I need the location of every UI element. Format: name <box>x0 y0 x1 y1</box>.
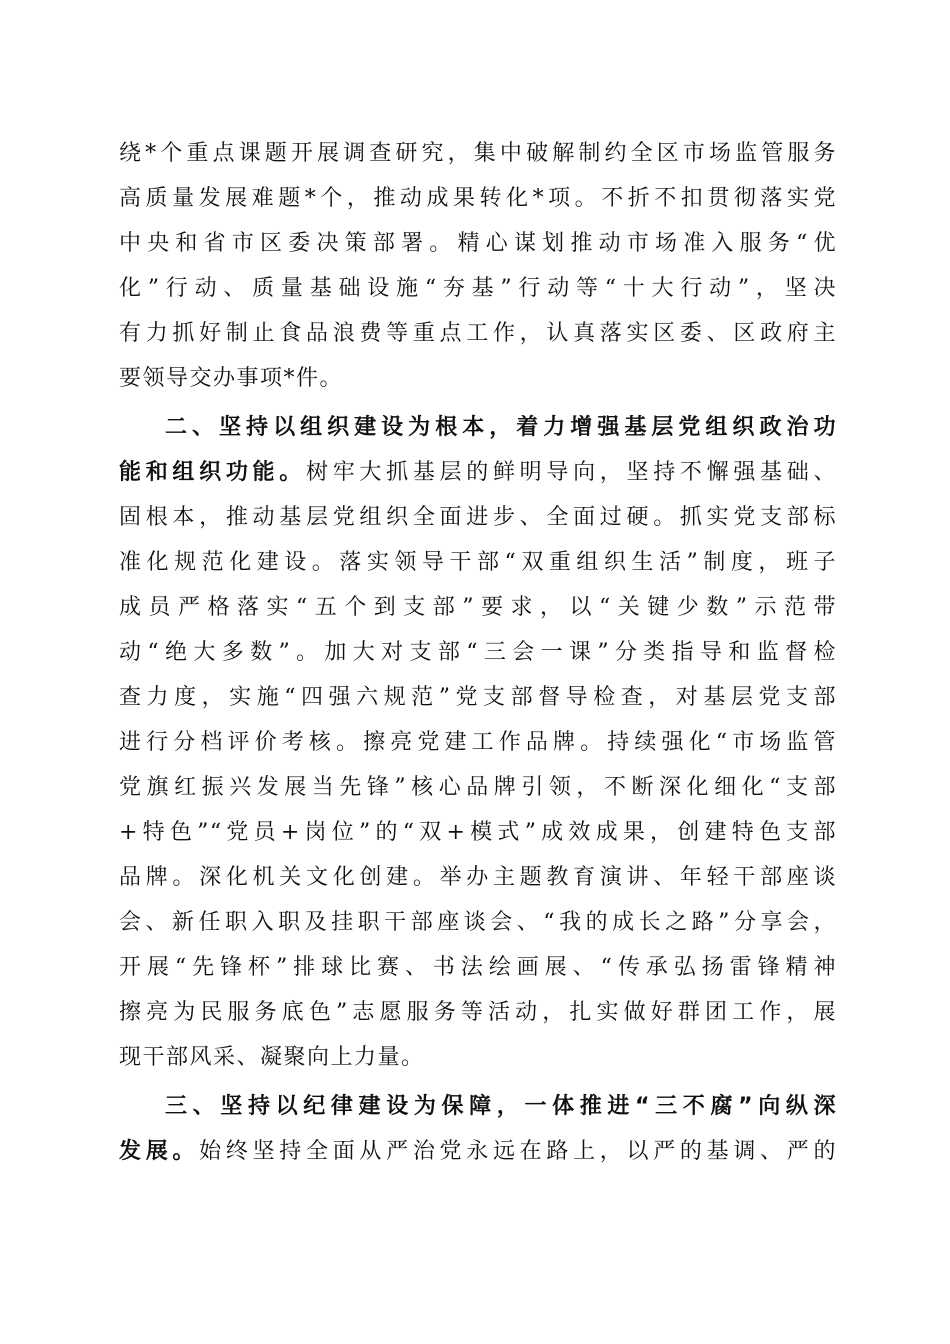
text-line: 绕*个重点课题开展调查研究，集中破解制约全区市场监管服务 <box>119 141 837 166</box>
document-body <box>119 131 837 1174</box>
text-line: 查力度，实施“四强六规范”党支部督导检查，对基层党支部 <box>119 685 837 710</box>
section-heading-3-tail: 发展。 <box>119 1139 200 1164</box>
text-line: 中央和省市区委决策部署。精心谋划推动市场准入服务“优 <box>119 231 837 256</box>
text-line: +特色”“党员+岗位”的“双+模式”成效成果，创建特色支部 <box>119 820 837 845</box>
section-heading-3: 三、坚持以纪律建设为保障，一体推进“三不腐”向纵深 <box>165 1094 837 1119</box>
text-line: 动“绝大多数”。加大对支部“三会一课”分类指导和监督检 <box>119 640 837 665</box>
text-line: 擦亮为民服务底色”志愿服务等活动，扎实做好群团工作，展 <box>119 1000 837 1025</box>
text-line: 成员严格落实“五个到支部”要求，以“关键少数”示范带 <box>119 595 837 620</box>
text-line: 进行分档评价考核。擦亮党建工作品牌。持续强化“市场监管 <box>119 730 837 755</box>
text-line: 会、新任职入职及挂职干部座谈会、“我的成长之路”分享会， <box>119 910 837 935</box>
text-line: 固根本，推动基层党组织全面进步、全面过硬。抓实党支部标 <box>119 505 837 530</box>
text-line: 准化规范化建设。落实领导干部“双重组织生活”制度，班子 <box>119 550 837 575</box>
text-line <box>119 1129 837 1174</box>
text-line: 高质量发展难题*个，推动成果转化*项。不折不扣贯彻落实党 <box>119 186 837 211</box>
paragraph-3 <box>119 1084 837 1174</box>
paragraph-2 <box>119 405 837 1080</box>
text-line: 现干部风采、凝聚向上力量。 <box>119 1045 425 1070</box>
text-line: 党旗红振兴发展当先锋”核心品牌引领，不断深化细化“支部 <box>119 775 837 800</box>
text-line: 要领导交办事项*件。 <box>119 366 344 391</box>
section-heading-2: 二、坚持以组织建设为根本，着力增强基层党组织政治功 <box>165 415 837 440</box>
text-line <box>119 450 837 495</box>
paragraph-1 <box>119 131 837 401</box>
text-line: 品牌。深化机关文化创建。举办主题教育演讲、年轻干部座谈 <box>119 865 837 890</box>
text-line: 有力抓好制止食品浪费等重点工作，认真落实区委、区政府主 <box>119 321 837 346</box>
text-line: 化”行动、质量基础设施“夯基”行动等“十大行动”，坚决 <box>119 276 837 301</box>
section-heading-2-tail: 能和组织功能。 <box>119 460 306 485</box>
text-line: 开展“先锋杯”排球比赛、书法绘画展、“传承弘扬雷锋精神 <box>119 955 837 980</box>
text-run: 始终坚持全面从严治党永远在路上，以严的基调、严的 <box>199 1139 837 1164</box>
text-run: 树牢大抓基层的鲜明导向，坚持不懈强基础、 <box>305 460 837 485</box>
